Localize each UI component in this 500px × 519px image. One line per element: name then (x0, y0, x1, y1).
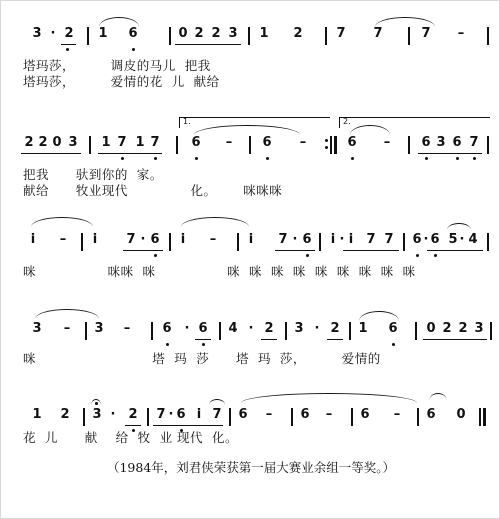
note: 6 (360, 407, 370, 422)
barline (249, 136, 251, 154)
note: 6 (150, 232, 160, 247)
barline-thick (334, 136, 337, 154)
octave-dot (154, 157, 157, 160)
note: 1 (135, 135, 145, 150)
note: – (265, 407, 273, 422)
underline (153, 425, 223, 426)
note: 2 (64, 26, 74, 41)
barline (408, 136, 410, 154)
note: 5 (448, 232, 458, 247)
note: 0 (178, 26, 188, 41)
lyric-line-1: 塔玛莎， 调皮的马儿 把我 (23, 58, 211, 73)
note: 6 (388, 321, 398, 336)
note: 6 (238, 407, 248, 422)
note: · (292, 232, 298, 247)
barline (417, 408, 419, 426)
note: 6 (426, 407, 436, 422)
note: 3 (32, 321, 42, 336)
note: 6 (421, 135, 431, 150)
barline (229, 408, 231, 426)
octave-dot (473, 157, 476, 160)
note: · (339, 232, 345, 247)
note: 2 (442, 321, 452, 336)
barline (85, 322, 87, 340)
note: 7 (117, 135, 127, 150)
barline (169, 233, 171, 251)
slur (209, 399, 225, 405)
notes-row-3 (1, 231, 500, 253)
note: – (225, 135, 233, 150)
slur (35, 309, 99, 319)
note: 2 (330, 321, 340, 336)
octave-dot (266, 157, 269, 160)
note: 2 (60, 407, 70, 422)
note: 0 (456, 407, 466, 422)
barline (151, 322, 153, 340)
octave-dot (132, 48, 135, 51)
note: · (314, 321, 320, 336)
note: 3 (68, 135, 78, 150)
note: 1 (259, 26, 269, 41)
note: 2 (194, 26, 204, 41)
note: 6 (452, 135, 462, 150)
fermata-dot (95, 402, 98, 405)
underline (61, 44, 76, 45)
note: · (110, 407, 116, 422)
note: 6 (162, 321, 172, 336)
slur (181, 217, 249, 227)
note: 7 (336, 26, 346, 41)
note: 3 (436, 135, 446, 150)
underline (21, 153, 81, 154)
note: 6 (191, 135, 201, 150)
octave-dot (416, 254, 419, 257)
final-barline (483, 408, 486, 426)
note: 1 (358, 321, 368, 336)
barline (83, 408, 85, 426)
note: 7 (126, 232, 136, 247)
note: i (196, 407, 202, 422)
note: 2 (264, 321, 274, 336)
barline (319, 233, 321, 251)
lyric-line-1: 把我 驮到你的 家。 (23, 167, 163, 182)
underline (327, 339, 343, 340)
note: 6 (176, 407, 186, 422)
note: 7 (469, 135, 479, 150)
barline (291, 408, 293, 426)
note: 3 (94, 321, 104, 336)
note: 6 (300, 407, 310, 422)
barline (479, 408, 481, 426)
note: i (248, 232, 254, 247)
note: – (123, 321, 131, 336)
note: – (63, 321, 71, 336)
note: 7 (156, 407, 166, 422)
octave-dot (456, 157, 459, 160)
note: 2 (458, 321, 468, 336)
barline (351, 408, 353, 426)
barline (176, 136, 178, 154)
lyric-line-2: 塔玛莎， 爱情的花 儿 献给 (23, 74, 220, 89)
octave-dot (154, 254, 157, 257)
octave-dot (195, 157, 198, 160)
barline (403, 233, 405, 251)
note: · (248, 321, 254, 336)
underline (423, 339, 487, 340)
note: – (59, 232, 67, 247)
note: 2 (38, 135, 48, 150)
barline (415, 322, 417, 340)
slur (359, 311, 399, 321)
note: i (348, 232, 354, 247)
note: 7 (278, 232, 288, 247)
lyric-line-2: 献给 牧业现代 化。 咪咪咪 (23, 183, 283, 198)
repeat-sign-dots (325, 137, 328, 151)
underline (123, 250, 163, 251)
barline (487, 136, 489, 154)
note: 6 (412, 232, 422, 247)
octave-dot (425, 157, 428, 160)
note: 3 (294, 321, 304, 336)
octave-dot (66, 48, 69, 51)
lyric-line-1: 咪 塔 玛 莎 塔 玛 莎， 爱情的 (23, 351, 381, 366)
note: 4 (228, 321, 238, 336)
barline (285, 322, 287, 340)
note: 2 (24, 135, 34, 150)
footnote: （1984年，刘君侠荣获第一届大赛业余组一等奖。） (106, 460, 396, 475)
barline (408, 27, 410, 45)
note: – (457, 26, 465, 41)
note: 1 (98, 26, 108, 41)
underline (98, 153, 162, 154)
barline (325, 27, 327, 45)
note: · (459, 232, 465, 247)
barline (248, 27, 250, 45)
note: 2 (128, 407, 138, 422)
note: 6 (262, 135, 272, 150)
note: 2 (211, 26, 221, 41)
barline (490, 322, 492, 340)
note: 7 (421, 26, 431, 41)
note: · (184, 321, 190, 336)
octave-dot (351, 157, 354, 160)
barline (147, 408, 149, 426)
slur (375, 17, 435, 27)
note: 6 (347, 135, 357, 150)
underline (275, 250, 315, 251)
note: 3 (92, 407, 102, 422)
slur (447, 223, 471, 230)
octave-dot (434, 254, 437, 257)
notes-row-5 (1, 406, 500, 428)
note: 6 (128, 26, 138, 41)
volta-1: 1. (179, 117, 330, 128)
octave-dot (202, 343, 205, 346)
octave-dot (306, 254, 309, 257)
note: – (383, 135, 391, 150)
barline (487, 27, 489, 45)
volta-2: 2. (339, 117, 490, 128)
slur (429, 393, 447, 401)
underline (261, 339, 277, 340)
barline (237, 233, 239, 251)
barline (219, 322, 221, 340)
note: 3 (32, 26, 42, 41)
note: 7 (150, 135, 160, 150)
barline (330, 136, 332, 154)
note: · (168, 407, 174, 422)
note: – (299, 135, 307, 150)
note: 2 (293, 26, 303, 41)
barline (81, 233, 83, 251)
barline (487, 233, 489, 251)
slur (99, 17, 139, 27)
barline (89, 136, 91, 154)
note: · (140, 232, 146, 247)
note: 3 (474, 321, 484, 336)
underline (418, 153, 482, 154)
underline (175, 44, 241, 45)
note: i (330, 232, 336, 247)
octave-dot (166, 343, 169, 346)
underline (343, 250, 399, 251)
note: 6 (198, 321, 208, 336)
lyric-line-1: 咪 咪咪 咪 咪 咪 咪 咪 咪 咪 咪 咪 咪 (23, 264, 416, 279)
underline (195, 339, 211, 340)
note: 0 (426, 321, 436, 336)
slur (241, 393, 417, 403)
octave-dot (392, 343, 395, 346)
lyric-line-1: 花 儿 献 给 牧 业 现代 化。 (23, 430, 238, 445)
note: 3 (228, 26, 238, 41)
octave-dot (121, 157, 124, 160)
note: 1 (101, 135, 111, 150)
note: – (393, 407, 401, 422)
barline (349, 322, 351, 340)
note: · (423, 232, 429, 247)
note: 7 (384, 232, 394, 247)
underline (427, 250, 483, 251)
note: 1 (32, 407, 42, 422)
note: 0 (52, 135, 62, 150)
note: 4 (468, 232, 478, 247)
note: – (325, 407, 333, 422)
note: i (92, 232, 98, 247)
note: – (209, 232, 217, 247)
note: 7 (373, 26, 383, 41)
barline (169, 27, 171, 45)
note: 7 (212, 407, 222, 422)
note: · (50, 26, 56, 41)
note: i (180, 232, 186, 247)
note: 6 (302, 232, 312, 247)
underline (125, 425, 141, 426)
note: i (30, 232, 36, 247)
note: 7 (366, 232, 376, 247)
barline (87, 27, 89, 45)
note: 6 (430, 232, 440, 247)
slur (31, 217, 93, 227)
